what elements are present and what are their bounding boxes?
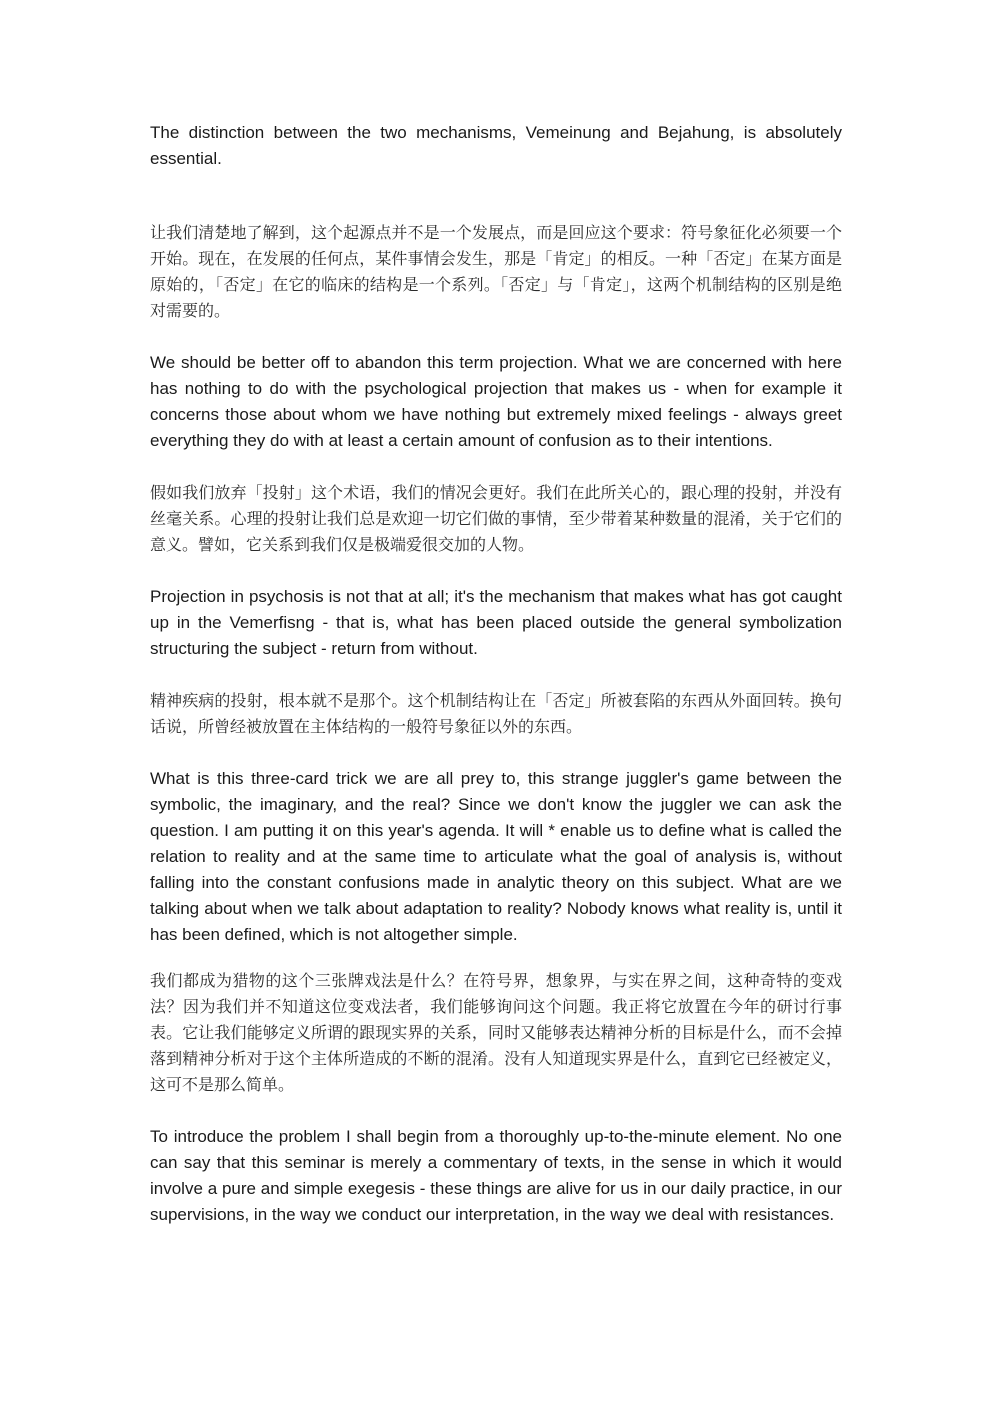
- paragraph-en-4: What is this three-card trick we are all prey to, this strange juggler's game between the symbolic, the imaginary, and the real? Since we don't know the juggler we can ask the question. I am putting it on this year's agenda. It will * enable us to define what is called the relation to reality and at the same time to articulate what the goal of analysis is, without falling into the constant confusions made in analytic theory on this subject. What are we talking about when we talk about adaptation to reality? Nobody knows what reality is, until it has been defined, which is not altogether simple.: [150, 769, 842, 944]
- paragraph-zh-1: 让我们清楚地了解到，这个起源点并不是一个发展点，而是回应这个要求：符号象征化必须要一个开始。现在，在发展的任何点，某件事情会发生，那是「肯定」的相反。一种「否定」在某方面是原始的，「否定」在它的临床的结构是一个系列。「否定」与「肯定」，这两个机制结构的区别是绝对需要的。: [150, 223, 842, 320]
- paragraph-zh-2: 假如我们放弃「投射」这个术语，我们的情况会更好。我们在此所关心的，跟心理的投射，并没有丝毫关系。心理的投射让我们总是欢迎一切它们做的事情，至少带着某种数量的混淆，关于它们的意义。譬如，它关系到我们仅是极端爱很交加的人物。: [150, 483, 842, 554]
- paragraph-zh-4: 我们都成为猎物的这个三张牌戏法是什么？在符号界，想象界，与实在界之间，这种奇特的变戏法？因为我们并不知道这位变戏法者，我们能够询问这个问题。我正将它放置在今年的研讨行事表。它让我们能够定义所谓的跟现实界的关系，同时又能够表达精神分析的目标是什么，而不会掉落到精神分析对于这个主体所造成的不断的混淆。没有人知道现实界是什么，直到它已经被定义，这可不是那么简单。: [150, 971, 842, 1094]
- document-page: [150, 120, 842, 1228]
- paragraph-en-5: To introduce the problem I shall begin from a thoroughly up-to-the-minute element. No one can say that this seminar is merely a commentary of texts, in the sense in which it would involve a pure and simple exegesis - these things are alive for us in our daily practice, in our supervisions, in the way we conduct our interpretation, in the way we deal with resistances.: [150, 1127, 842, 1224]
- paragraph-en-1: The distinction between the two mechanisms, Vemeinung and Bejahung, is absolutely essential.: [150, 123, 842, 168]
- paragraph-en-2: We should be better off to abandon this term projection. What we are concerned with here has nothing to do with the psychological projection that makes us - when for example it concerns those about whom we have nothing but extremely mixed feelings - always greet everything they do with at least a certain amount of confusion as to their intentions.: [150, 353, 842, 450]
- paragraph-zh-3: 精神疾病的投射，根本就不是那个。这个机制结构让在「否定」所被套陷的东西从外面回转。换句话说，所曾经被放置在主体结构的一般符号象征以外的东西。: [150, 691, 842, 736]
- paragraph-en-3: Projection in psychosis is not that at all; it's the mechanism that makes what has got caught up in the Vemerfisng - that is, what has been placed outside the general symbolization structuring the subject - return from without.: [150, 587, 842, 658]
